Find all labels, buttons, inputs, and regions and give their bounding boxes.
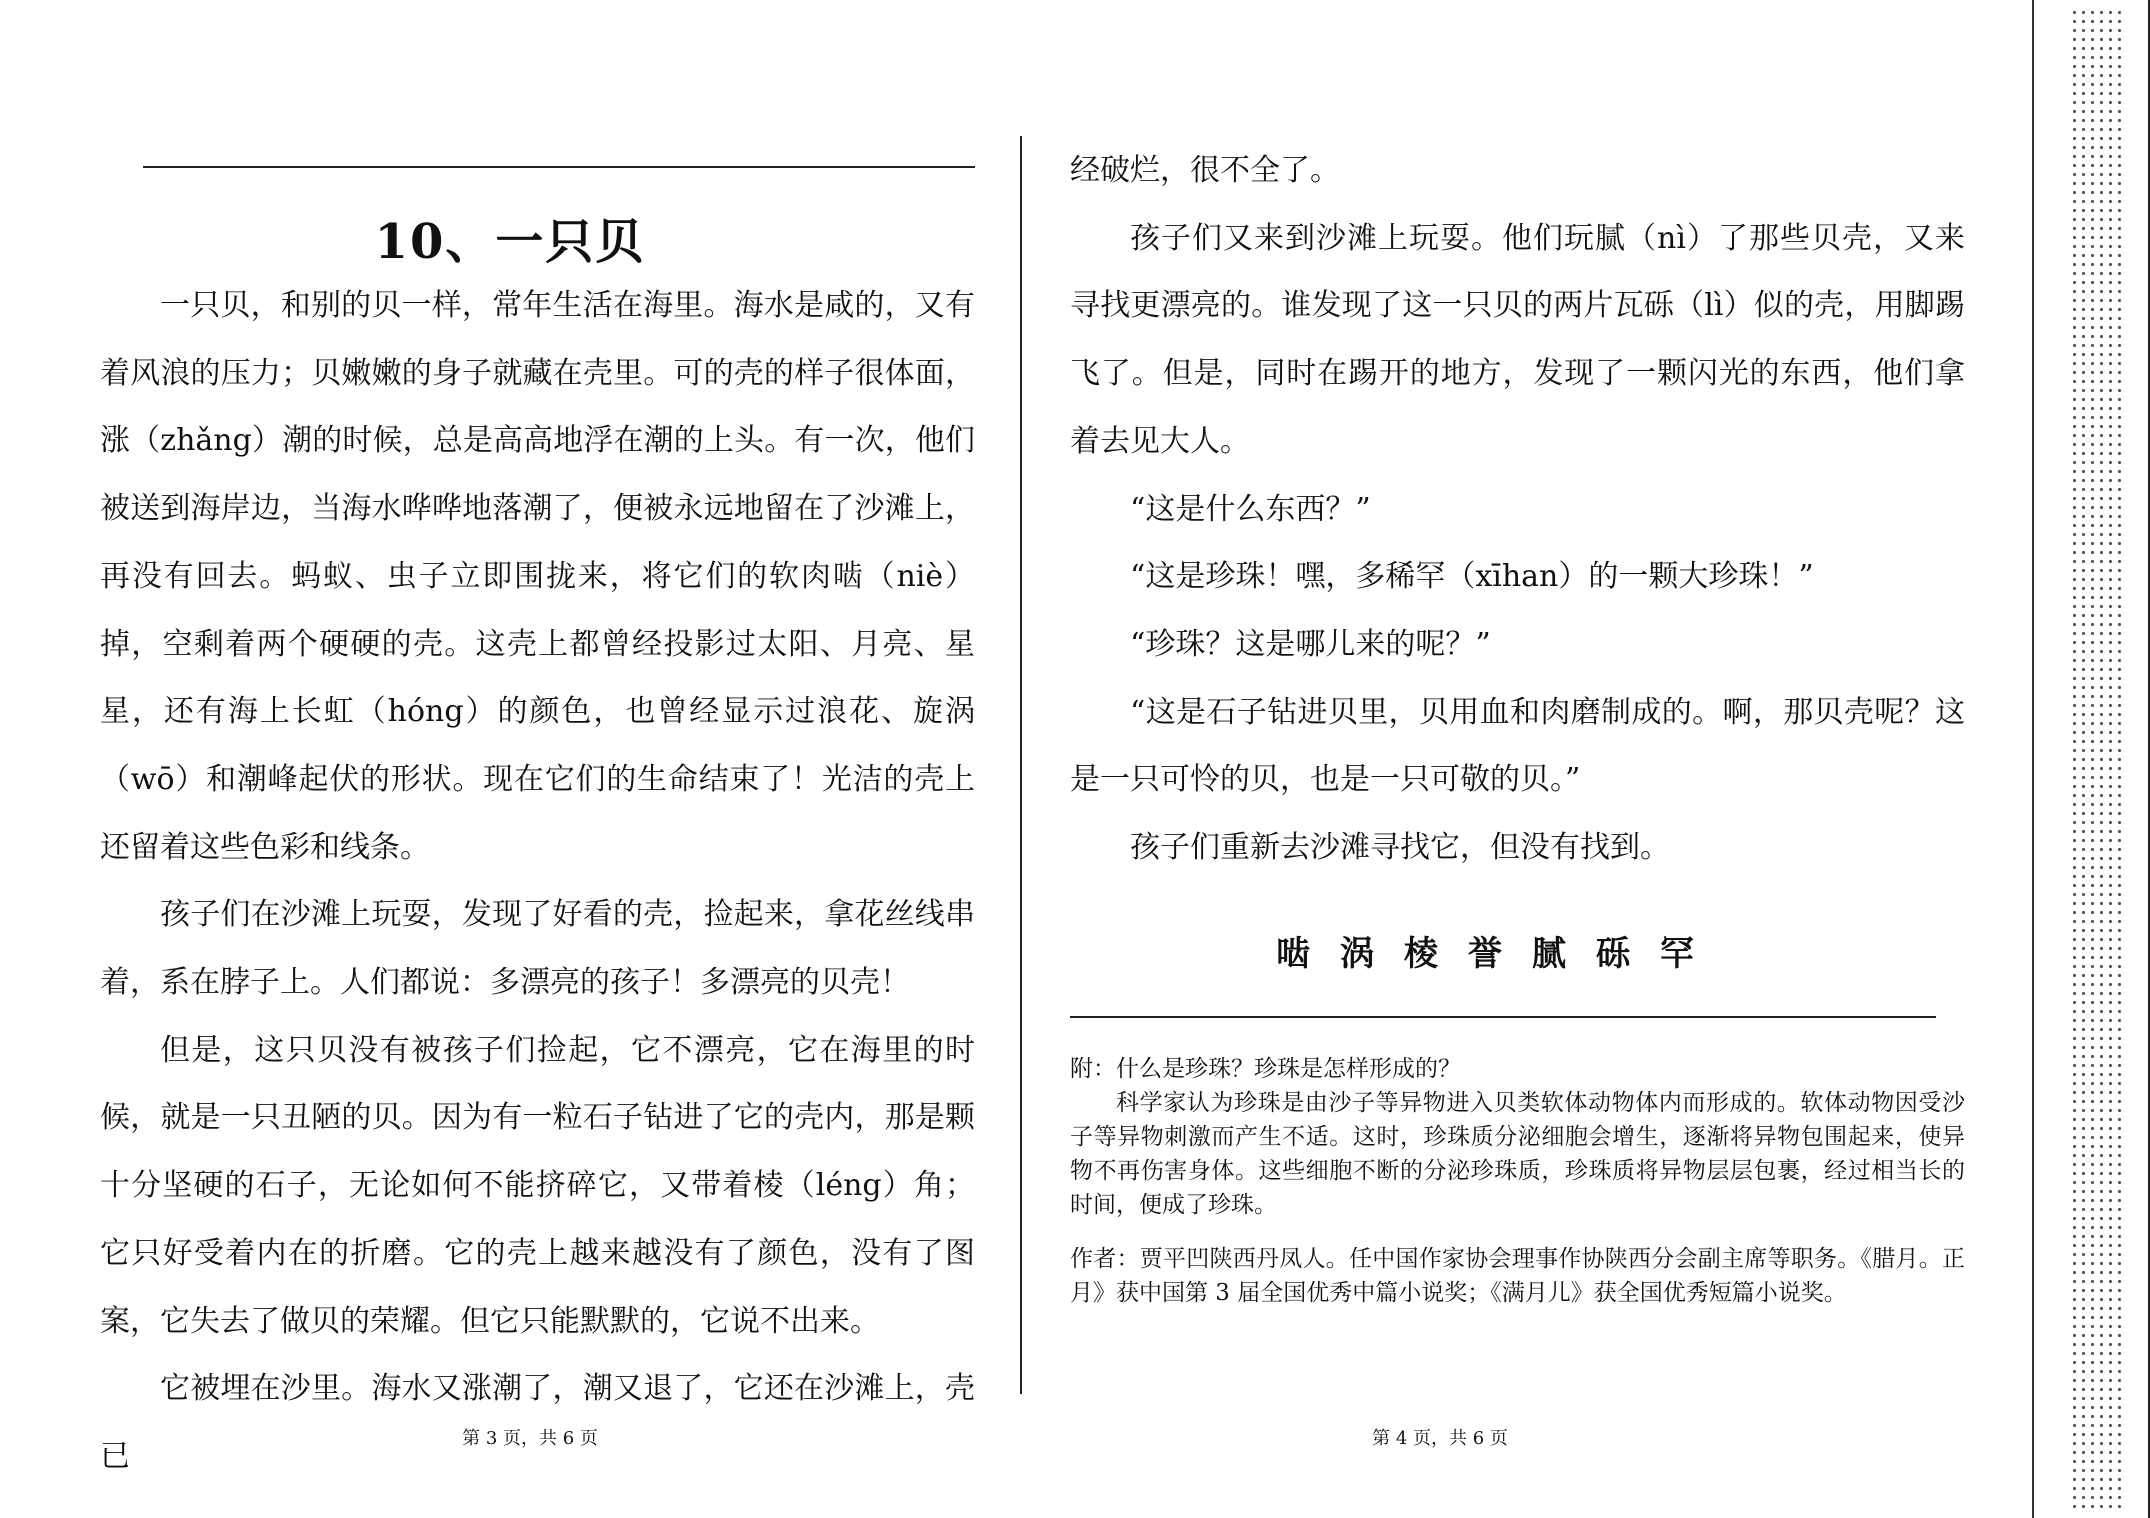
note-answer: 科学家认为珍珠是由沙子等异物进入贝类软体动物体内而形成的。软体动物因受沙子等异物刺激而产生不适。这时，珍珠质分泌细胞会增生，逐渐将异物包围起来，使异物不再伤害身体。这些细胞不断的分泌珍珠质，珍珠质将异物层层包裹，经过相当长的时间，便成了珍珠。 bbox=[1070, 1090, 1965, 1218]
dialogue-line: “这是什么东西？” bbox=[1130, 491, 1371, 527]
left-body-text bbox=[100, 272, 975, 1491]
page-number: 第 4 页，共 6 页 bbox=[1372, 1428, 1508, 1449]
vocabulary-characters: 啮涡棱誉腻砾罕 bbox=[1276, 934, 1724, 974]
dialogue-line: “珍珠？这是哪儿来的呢？” bbox=[1130, 626, 1491, 662]
dialogue-line: “这是石子钻进贝里，贝用血和肉磨制成的。啊，那贝壳呢？这是一只可怜的贝，也是一只可敬的贝。” bbox=[1070, 694, 1965, 798]
paragraph: 一只贝，和别的贝一样，常年生活在海里。海水是咸的，又有着风浪的压力；贝嫩嫩的身子就藏在壳里。可的壳的样子很体面，涨（zhǎng）潮的时候，总是高高地浮在潮的上头。有一次，他们被送到海岸边，当海水哗哗地落潮了，便被永远地留在了沙滩上，再没有回去。蚂蚁、虫子立即围拢来，将它们的软肉啮（niè）掉，空剩着两个硬硬的壳。这壳上都曾经投影过太阳、月亮、星星，还有海上长虹（hóng）的颜色，也曾经显示过浪花、旋涡（wō）和潮峰起伏的形状。现在它们的生命结束了！光洁的壳上还留着这些色彩和线条。 bbox=[100, 288, 975, 865]
page-number: 第 3 页，共 6 页 bbox=[462, 1428, 598, 1449]
author-note: 作者：贾平凹陕西丹凤人。任中国作家协会理事作协陕西分会副主席等职务。《腊月。正月》获中国第 3 届全国优秀中篇小说奖；《满月儿》获全国优秀短篇小说奖。 bbox=[1070, 1246, 1965, 1306]
paragraph: 经破烂，很不全了。 bbox=[1070, 153, 1340, 188]
paragraph: 孩子们在沙滩上玩耍，发现了好看的壳，捡起来，拿花丝线串着，系在脖子上。人们都说：多漂亮的孩子！多漂亮的贝壳！ bbox=[100, 897, 975, 1001]
appendix-note bbox=[1070, 1052, 1965, 1310]
right-page bbox=[1020, 0, 2020, 1518]
paragraph: 但是，这只贝没有被孩子们捡起，它不漂亮，它在海里的时候，就是一只丑陋的贝。因为有一粒石子钻进了它的壳内，那是颗十分坚硬的石子，无论如何不能挤碎它，又带着棱（léng）角；它只好受着内在的折磨。它的壳上越来越没有了颜色，没有了图案，它失去了做贝的荣耀。但它只能默默的，它说不出来。 bbox=[100, 1032, 975, 1339]
top-rule bbox=[143, 166, 975, 168]
paragraph: 孩子们重新去沙滩寻找它，但没有找到。 bbox=[1130, 830, 1670, 866]
paragraph: 孩子们又来到沙滩上玩耍。他们玩腻（nì）了那些贝壳，又来寻找更漂亮的。谁发现了这一只贝的两片瓦砾（lì）似的壳，用脚踢飞了。但是，同时在踢开的地方，发现了一颗闪光的东西，他们拿着去见大人。 bbox=[1070, 220, 1965, 459]
paragraph: 它被埋在沙里。海水又涨潮了，潮又退了，它还在沙滩上，壳已 bbox=[100, 1371, 975, 1474]
binding-pattern bbox=[2070, 8, 2126, 1510]
dialogue-line: “这是珍珠！嘿，多稀罕（xīhan）的一颗大珍珠！” bbox=[1130, 559, 1814, 595]
note-question: 附：什么是珍珠？珍珠是怎样形成的？ bbox=[1070, 1056, 1461, 1082]
lesson-title: 10、一只贝 bbox=[374, 214, 646, 270]
right-body-text bbox=[1070, 137, 1965, 882]
section-rule bbox=[1070, 1016, 1936, 1018]
left-page bbox=[0, 0, 1020, 1518]
binding-margin-strip bbox=[2032, 0, 2150, 1518]
